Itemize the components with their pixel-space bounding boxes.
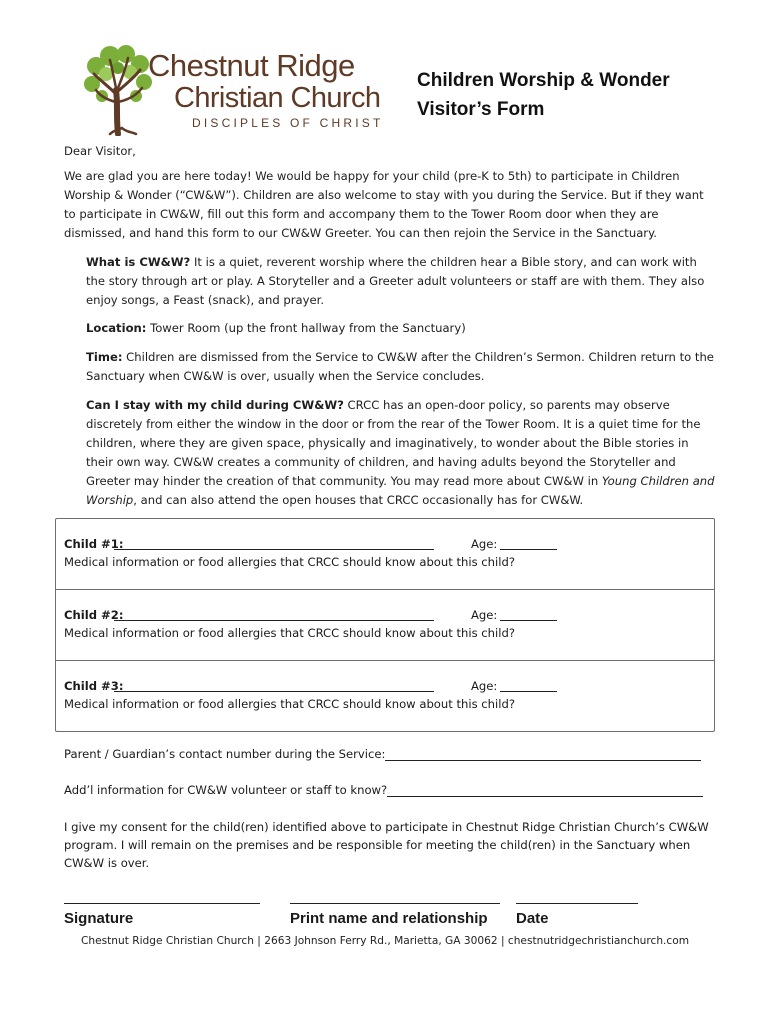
form-title-line1: Children Worship & Wonder (417, 70, 670, 91)
child-row-3 (56, 661, 714, 731)
child-2-age-label: Age: (471, 608, 498, 622)
logo-name-line1: Chestnut Ridge (148, 48, 355, 83)
print-name-field[interactable] (290, 903, 500, 904)
child-row-2 (56, 590, 714, 661)
info-stay-text-end: , and can also attend the open houses that CRCC occasionally has for CW&W. (133, 493, 584, 507)
info-time-text: Children are dismissed from the Service to CW&W after the Children’s Sermon. Children return to the Sanctuary when CW&W is over, usually when the Service concludes. (86, 350, 714, 383)
child-row-1 (56, 519, 714, 590)
tree-icon (82, 44, 154, 136)
child-2-name-field[interactable] (114, 620, 434, 621)
info-location-text: Tower Room (up the front hallway from the Sanctuary) (146, 321, 466, 335)
contact-number-label: Parent / Guardian’s contact number during the Service: (64, 747, 386, 761)
info-stay-text: CRCC has an open-door policy, so parents may observe discretely from either the window in the door or from the rear of the Tower Room. It is a quiet time for the children, where they are given space, physically and imaginatively, to wonder about the Bible stories in their own way. CW&W creates a community of children, and having adults beyond the Storyteller and Greeter may hinder the creation of that community. You may read more about CW&W in (86, 398, 701, 488)
form-title (417, 66, 670, 124)
child-1-label: Child #1: (64, 537, 124, 551)
info-location (86, 319, 716, 338)
info-what-is-text: It is a quiet, reverent worship where the children hear a Bible story, and can work with the story through art or play. A Storyteller and a Greeter adult volunteers or staff are with them. They also enjoy songs, a Feast (snack), and prayer. (86, 255, 705, 307)
form-title-line2: Visitor’s Form (417, 99, 545, 120)
child-3-medical-label: Medical information or food allergies that CRCC should know about this child? (64, 697, 515, 711)
date-label: Date (516, 910, 549, 927)
info-stay (86, 396, 716, 510)
consent-statement: I give my consent for the child(ren) identified above to participate in Chestnut Ridge Christian Church’s CW&W program. I will remain on the premises and be responsible for meeting the child(ren) in the Sanctuary when CW&W is over. (64, 820, 709, 870)
child-2-label: Child #2: (64, 608, 124, 622)
child-3-age-field[interactable] (500, 691, 557, 692)
info-time (86, 348, 716, 386)
info-what-is (86, 253, 716, 310)
logo-tagline: DISCIPLES OF CHRIST (192, 116, 384, 130)
child-1-age-label: Age: (471, 537, 498, 551)
logo-name-line2: Christian Church (174, 82, 381, 114)
child-2-medical-label: Medical information or food allergies that CRCC should know about this child? (64, 626, 515, 640)
child-1-name-field[interactable] (114, 549, 434, 550)
signature-label: Signature (64, 910, 134, 927)
child-3-name-field[interactable] (114, 691, 434, 692)
print-name-label: Print name and relationship (290, 910, 488, 927)
child-3-age-label: Age: (471, 679, 498, 693)
child-3-label: Child #3: (64, 679, 124, 693)
info-what-is-label: What is CW&W? (86, 255, 191, 269)
footer-address: Chestnut Ridge Christian Church | 2663 Johnson Ferry Rd., Marietta, GA 30062 | chestnutridgechristianchurch.com (80, 935, 690, 947)
info-time-label: Time: (86, 350, 123, 364)
intro-paragraph: We are glad you are here today! We would be happy for your child (pre-K to 5th) to participate in Children Worship & Wonder (“CW&W”). Children are also welcome to stay with you during the Service. But if they want to participate in CW&W, fill out this form and accompany them to the Tower Room door when they are dismissed, and hand this form to our CW&W Greeter. You can then rejoin the Service in the Sanctuary. (64, 169, 704, 240)
info-stay-book-title: Young Children and Worship (86, 474, 715, 507)
contact-number-field[interactable] (385, 760, 701, 761)
date-field[interactable] (516, 903, 638, 904)
greeting: Dear Visitor, (64, 144, 136, 158)
additional-info-label: Add’l information for CW&W volunteer or staff to know? (64, 783, 388, 797)
child-1-medical-label: Medical information or food allergies that CRCC should know about this child? (64, 555, 515, 569)
additional-info-field[interactable] (387, 796, 703, 797)
child-2-age-field[interactable] (500, 620, 557, 621)
children-table (55, 518, 715, 732)
church-logo (82, 44, 392, 136)
child-1-age-field[interactable] (500, 549, 557, 550)
signature-field[interactable] (64, 903, 260, 904)
info-location-label: Location: (86, 321, 147, 335)
info-stay-label: Can I stay with my child during CW&W? (86, 398, 344, 412)
